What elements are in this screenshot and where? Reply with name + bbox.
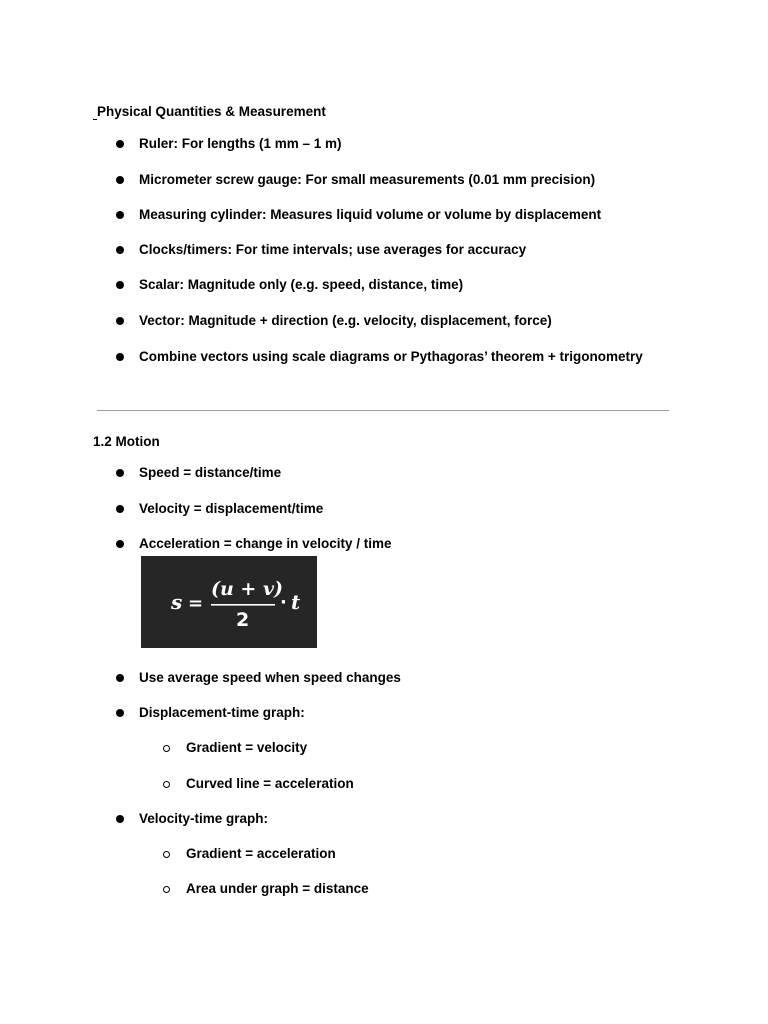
list-item-clocks-timers: Clocks/timers: For time intervals; use averages for accuracy	[139, 242, 527, 257]
fraction-bar	[211, 604, 275, 606]
sublist-item-gradient-velocity: Gradient = velocity	[186, 740, 308, 755]
list-item-displacement-time-graph: Displacement-time graph:	[139, 705, 305, 720]
formula-numerator: (u + v)	[211, 578, 283, 600]
bullet-icon	[116, 211, 124, 219]
list-item-vector: Vector: Magnitude + direction (e.g. velocity, displacement, force)	[139, 313, 552, 328]
formula-dot: ·	[280, 592, 287, 613]
list-item-speed: Speed = distance/time	[139, 465, 282, 480]
section-heading-motion: 1.2 Motion	[93, 434, 160, 449]
hollow-bullet-icon	[163, 745, 170, 752]
bullet-icon	[116, 176, 124, 184]
bullet-icon	[116, 709, 124, 717]
list-item-average-speed: Use average speed when speed changes	[139, 670, 401, 685]
list-item-micrometer: Micrometer screw gauge: For small measurements (0.01 mm precision)	[139, 172, 596, 187]
bullet-icon	[116, 540, 124, 548]
bullet-icon	[116, 674, 124, 682]
list-item-acceleration: Acceleration = change in velocity / time	[139, 536, 392, 551]
formula-rhs: t	[291, 590, 301, 614]
bullet-icon	[116, 246, 124, 254]
bullet-icon	[116, 469, 124, 477]
list-item-velocity-time-graph: Velocity-time graph:	[139, 811, 269, 826]
list-item-velocity: Velocity = displacement/time	[139, 501, 324, 516]
list-item-combine-vectors: Combine vectors using scale diagrams or Pythagoras’ theorem + trigonometry	[139, 349, 643, 364]
sublist-item-area-under-graph: Area under graph = distance	[186, 881, 369, 896]
list-item-ruler: Ruler: For lengths (1 mm – 1 m)	[139, 136, 342, 151]
list-item-measuring-cylinder: Measuring cylinder: Measures liquid volume or volume by displacement	[139, 207, 602, 222]
formula-lhs: s	[171, 590, 183, 614]
formula-equals: =	[188, 593, 204, 614]
list-item-scalar: Scalar: Magnitude only (e.g. speed, distance, time)	[139, 277, 464, 292]
sublist-item-curved-line: Curved line = acceleration	[186, 776, 354, 791]
bullet-icon	[116, 505, 124, 513]
formula-svg	[141, 556, 317, 648]
formula-denominator: 2	[236, 609, 250, 631]
sublist-item-gradient-acceleration: Gradient = acceleration	[186, 846, 336, 861]
bullet-icon	[116, 281, 124, 289]
bullet-icon	[116, 317, 124, 325]
formula-image	[141, 556, 317, 648]
bullet-icon	[116, 353, 124, 361]
hollow-bullet-icon	[163, 851, 170, 858]
section-heading-measurement: Physical Quantities & Measurement	[97, 104, 326, 119]
horizontal-divider	[97, 410, 669, 411]
bullet-icon	[116, 140, 124, 148]
bullet-icon	[116, 815, 124, 823]
hollow-bullet-icon	[163, 886, 170, 893]
hollow-bullet-icon	[163, 781, 170, 788]
